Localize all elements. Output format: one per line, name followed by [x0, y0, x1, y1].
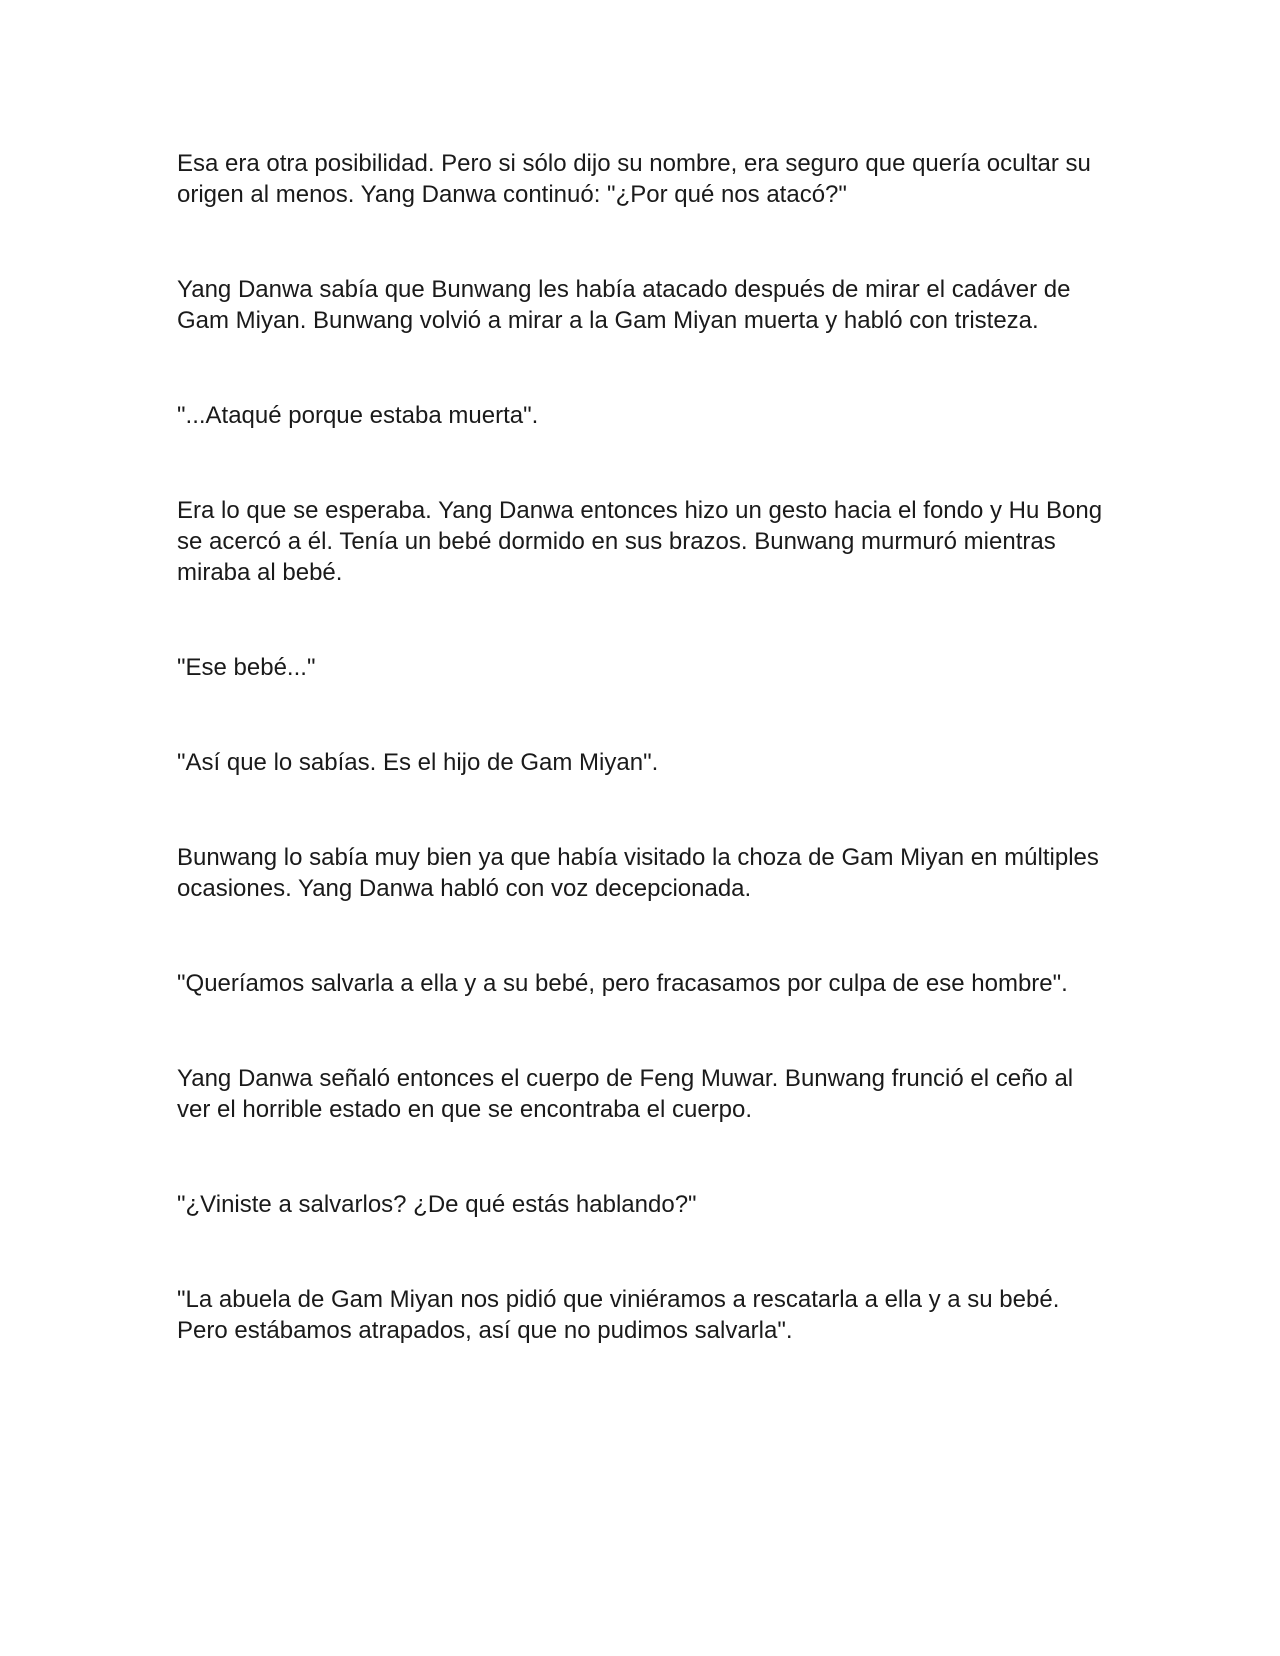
paragraph: "Ese bebé..."	[177, 654, 316, 681]
paragraph: "Así que lo sabías. Es el hijo de Gam Miyan".	[177, 749, 659, 776]
paragraph: Era lo que se esperaba. Yang Danwa entonces hizo un gesto hacia el fondo y Hu Bong se acercó a él. Tenía un bebé dormido en sus brazos. Bunwang murmuró mientras miraba al bebé.	[177, 497, 1103, 586]
paragraph: Bunwang lo sabía muy bien ya que había visitado la choza de Gam Miyan en múltiples ocasiones. Yang Danwa habló con voz decepcionada.	[177, 844, 1099, 902]
text-column	[177, 148, 1107, 1346]
paragraph: "...Ataqué porque estaba muerta".	[177, 402, 539, 429]
paragraph: Yang Danwa señaló entonces el cuerpo de Feng Muwar. Bunwang frunció el ceño al ver el horrible estado en que se encontraba el cuerpo.	[177, 1065, 1074, 1123]
paragraph: "¿Viniste a salvarlos? ¿De qué estás hablando?"	[177, 1191, 697, 1218]
paragraph: "La abuela de Gam Miyan nos pidió que viniéramos a rescatarla a ella y a su bebé. Pero estábamos atrapados, así que no pudimos salvarla".	[177, 1286, 1060, 1344]
paragraph: Esa era otra posibilidad. Pero si sólo dijo su nombre, era seguro que quería ocultar su origen al menos. Yang Danwa continuó: "¿Por qué nos atacó?"	[177, 150, 1091, 208]
paragraph: Yang Danwa sabía que Bunwang les había atacado después de mirar el cadáver de Gam Miyan. Bunwang volvió a mirar a la Gam Miyan muerta y habló con tristeza.	[177, 276, 1071, 334]
paragraph: "Queríamos salvarla a ella y a su bebé, pero fracasamos por culpa de ese hombre".	[177, 970, 1068, 997]
